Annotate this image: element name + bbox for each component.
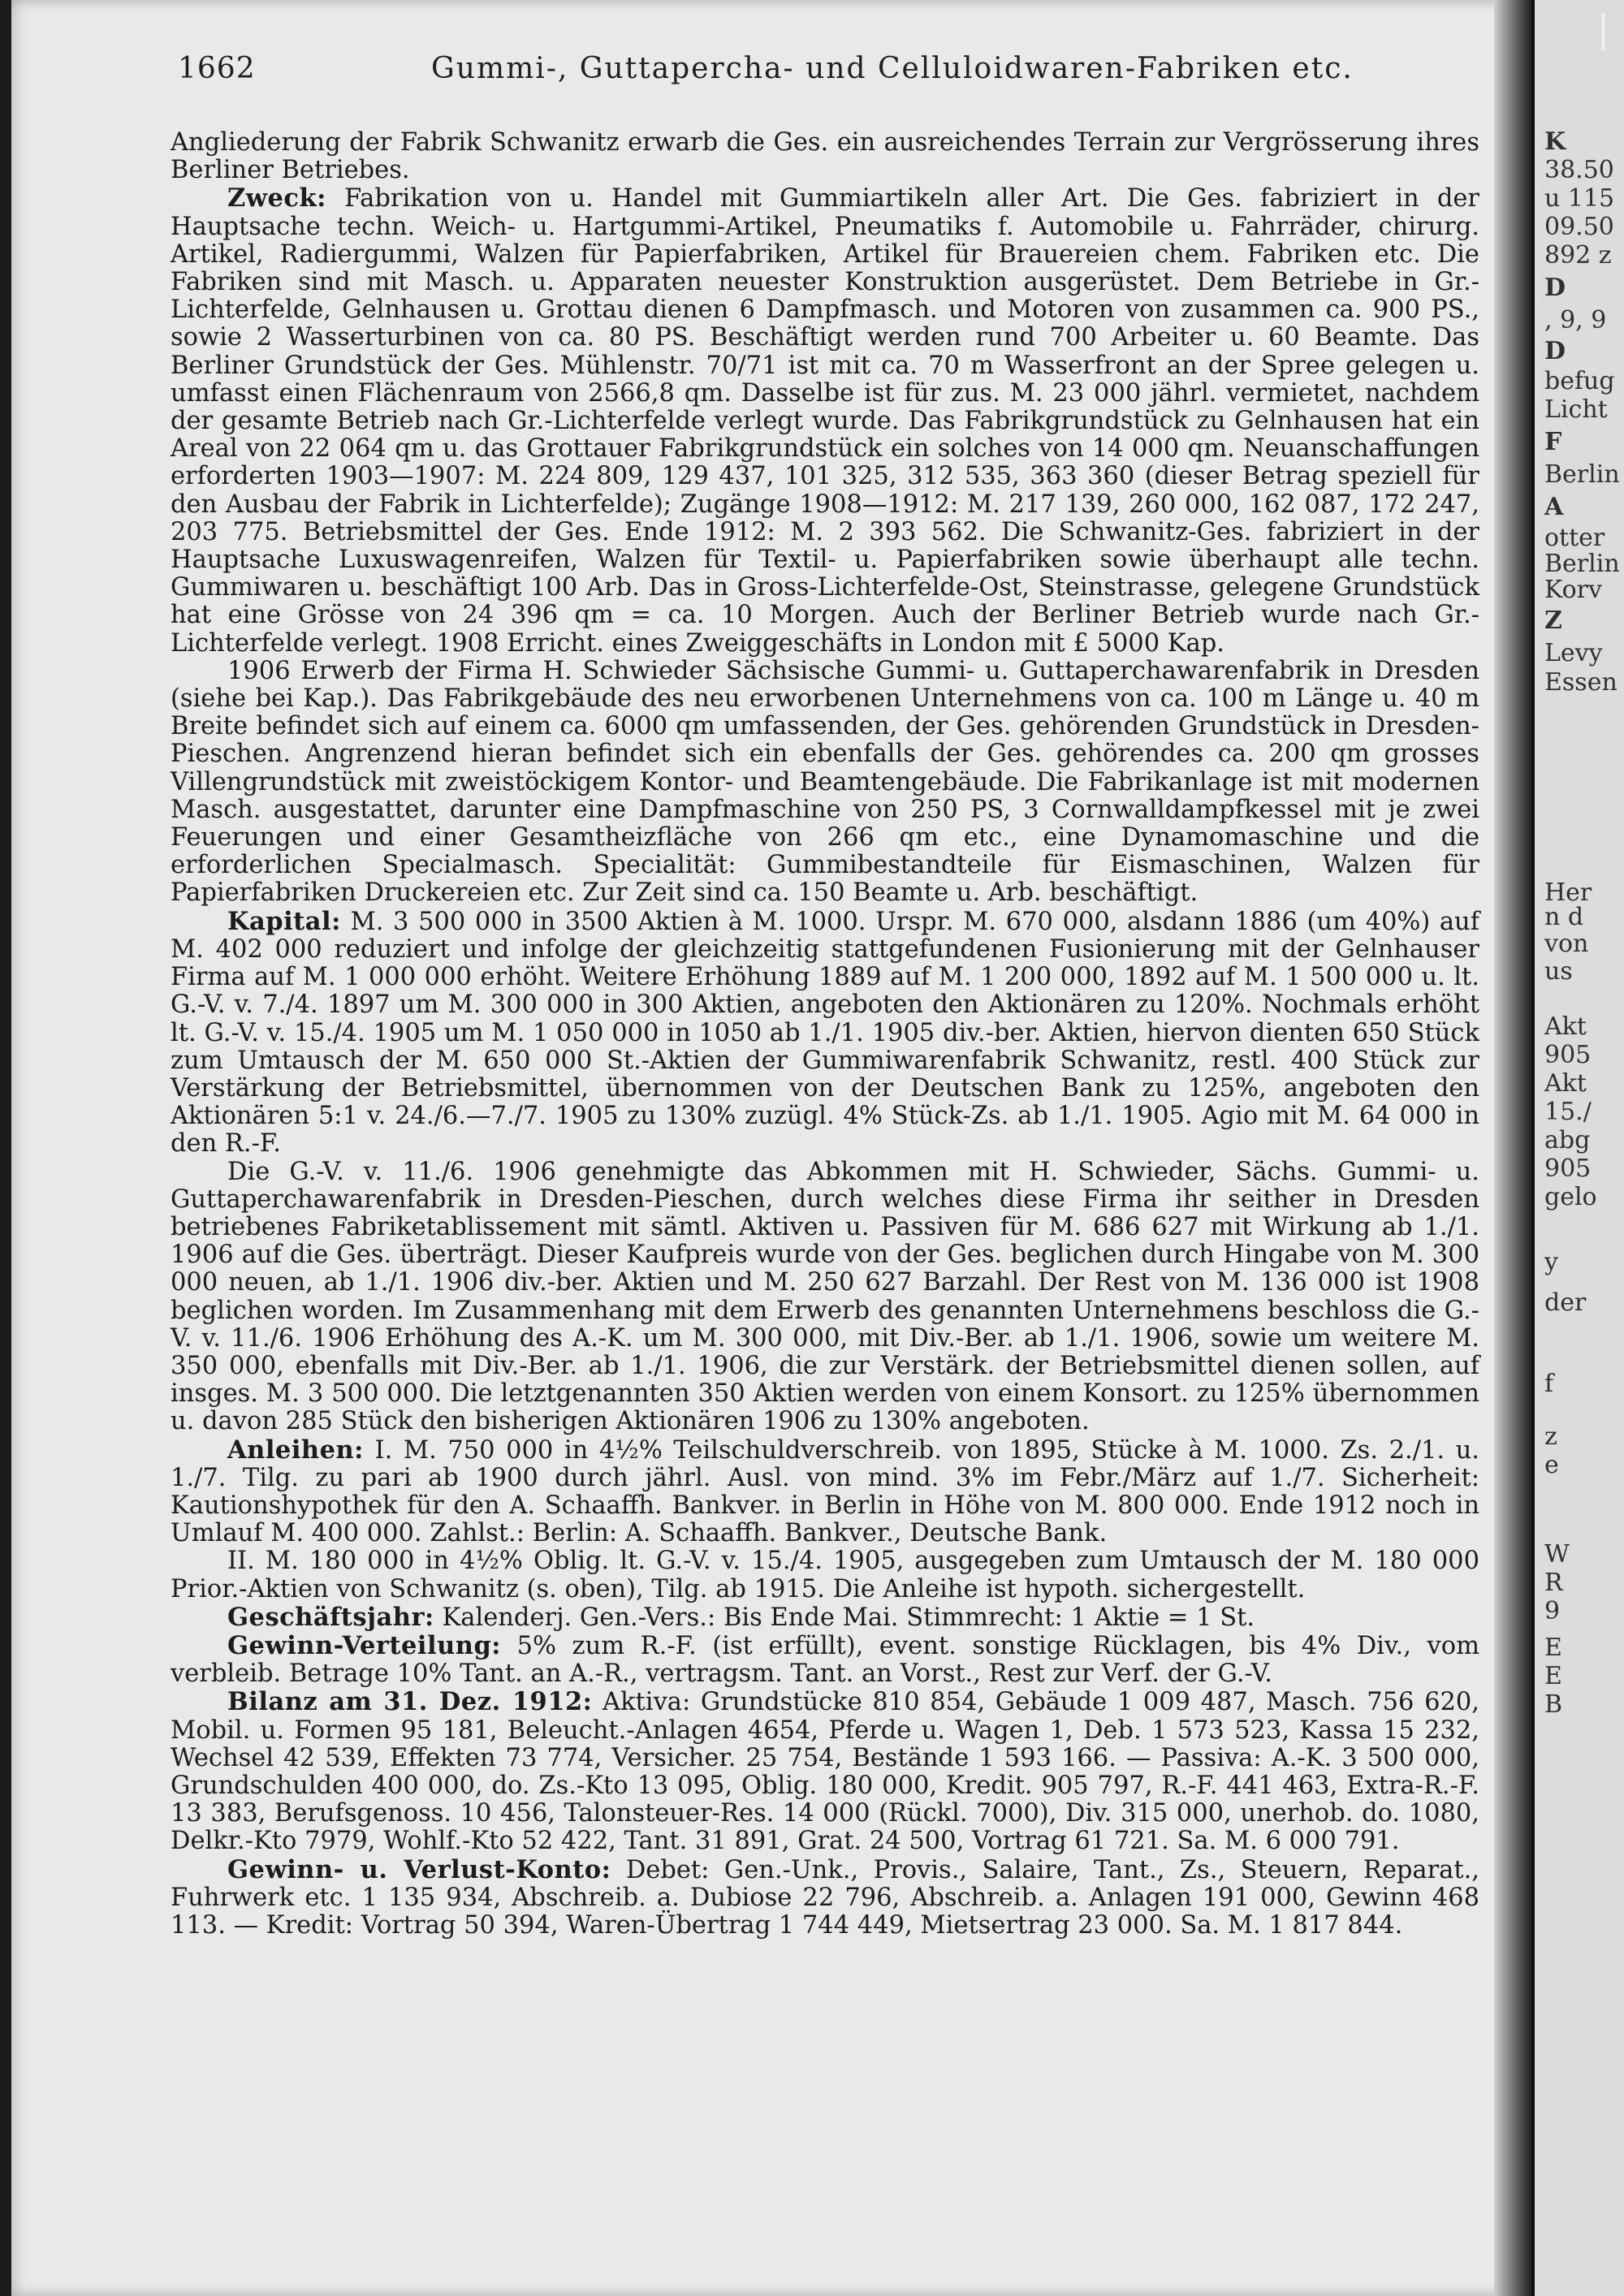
section-heading: Anleihen: bbox=[227, 1435, 364, 1465]
facing-page-fragment: Essen bbox=[1544, 668, 1618, 697]
paragraph bbox=[171, 1547, 1479, 1603]
facing-page-fragment: , 9, 9 bbox=[1544, 306, 1607, 334]
running-title: Gummi-, Guttapercha- und Celluloidwaren-Fabriken etc. bbox=[431, 52, 1354, 85]
facing-page-fragment: D bbox=[1544, 274, 1566, 302]
binding-mark: ❘ bbox=[1587, 6, 1619, 50]
facing-page-fragment: u 115 bbox=[1544, 184, 1615, 213]
facing-page-fragment: W bbox=[1544, 1540, 1570, 1569]
paragraph-text: 1906 Erwerb der Firma H. Schwieder Sächsische Gummi- u. Guttaperchawarenfabrik in Dresden (siehe bei Kap.). Das Fabrikgebäude des neu erworbenen Unternehmens von ca. 100 m Länge u. 40 m Breite befindet sich auf einem ca. 6000 qm umfassenden, der Ges. gehörenden Grundstück in Dresden-Pieschen. Angrenzend hieran befindet sich ein ebenfalls der Ges. gehörendes ca. 200 qm grosses Villengrundstück mit zweistöckigem Kontor- und Beamtengebäude. Die Fabrikanlage ist mit modernen Masch. ausgestattet, darunter eine Dampfmaschine von 250 PS, 3 Cornwalldampfkessel mit je zwei Feuerungen und einer Gesamtheizfläche von 266 qm etc., eine Dynamomaschine und die erforderlichen Specialmasch. Specialität: Gummibestandteile für Eismaschinen, Walzen für Papierfabriken Druckereien etc. Zur Zeit sind ca. 150 Beamte u. Arb. beschäftigt. bbox=[171, 656, 1479, 908]
facing-page-fragment: gelo bbox=[1544, 1183, 1597, 1211]
facing-page-fragment: Akt bbox=[1544, 1069, 1587, 1098]
section-heading: Gewinn-Verteilung: bbox=[227, 1630, 502, 1660]
paragraph bbox=[171, 184, 1479, 657]
facing-page-fragment: 09.50 bbox=[1544, 213, 1614, 241]
facing-page-fragment: Z bbox=[1544, 606, 1562, 635]
facing-page-fragment: 38.50 bbox=[1544, 156, 1614, 184]
facing-page-fragment: e bbox=[1544, 1451, 1559, 1479]
section-heading: Gewinn- u. Verlust-Konto: bbox=[227, 1854, 611, 1884]
facing-page-fragment: Berlin bbox=[1544, 460, 1620, 489]
facing-page-fragment: n d bbox=[1544, 903, 1584, 931]
facing-page-fragment: F bbox=[1544, 428, 1562, 456]
facing-page-fragment: y bbox=[1544, 1248, 1558, 1276]
facing-page-fragment: B bbox=[1544, 1690, 1563, 1719]
facing-page-fragment: 905 bbox=[1544, 1041, 1592, 1069]
paragraph-text: Debet: Gen.-Unk., Provis., Salaire, Tant., Zs., Steuern, Reparat., Fuhrwerk etc. 1 135 934, Abschreib. a. Dubiose 22 796, Abschreib. a. Anlagen 191 000, Gewinn 468 113. — Kredit: Vortrag 50 394, Waren-Übertrag 1 744 449, Mietsertrag 23 000. Sa. M. 1 817 844. bbox=[171, 1855, 1479, 1940]
section-heading: Bilanz am 31. Dez. 1912: bbox=[227, 1687, 593, 1717]
facing-page-fragment: E bbox=[1544, 1634, 1562, 1662]
facing-page-fragment: 9 bbox=[1544, 1597, 1561, 1625]
running-head bbox=[178, 52, 1501, 93]
section-heading: Geschäftsjahr: bbox=[227, 1602, 434, 1632]
paragraph bbox=[171, 129, 1479, 184]
facing-page-fragment: otter bbox=[1544, 524, 1605, 552]
page-number: 1662 bbox=[178, 52, 256, 85]
facing-page-fragment: Licht bbox=[1544, 395, 1608, 424]
paragraph-text: Aktiva: Grundstücke 810 854, Gebäude 1 009 487, Masch. 756 620, Mobil. u. Formen 95 181, Beleucht.-Anlagen 4654, Pferde u. Wagen 1, Deb. 1 573 523, Kassa 15 232, Wechsel 42 539, Effekten 73 774, Versicher. 25 754, Bestände 1 593 166. — Passiva: A.-K. 3 500 000, Grundschulden 400 000, do. Zs.-Kto 13 095, Oblig. 180 000, Kredit. 905 797, R.-F. 441 463, Extra-R.-F. 13 383, Berufsgenoss. 10 456, Talonsteuer-Res. 14 000 (Rückl. 7000), Div. 315 000, unerhob. do. 1080, Delkr.-Kto 7979, Wohlf.-Kto 52 422, Tant. 31 891, Grat. 24 500, Vortrag 61 721. Sa. M. 6 000 791. bbox=[171, 1688, 1479, 1856]
facing-page-fragment: der bbox=[1544, 1288, 1587, 1317]
facing-page-fragment: f bbox=[1544, 1370, 1554, 1398]
paragraph bbox=[171, 908, 1479, 1159]
facing-page-fragment: Korv bbox=[1544, 576, 1602, 604]
facing-page-fragment: A bbox=[1544, 493, 1564, 521]
section-heading: Kapital: bbox=[227, 906, 341, 936]
facing-page-fragment: Levy bbox=[1544, 639, 1603, 667]
adjacent-page-edge bbox=[1531, 0, 1624, 2296]
paragraph bbox=[171, 1856, 1479, 1940]
facing-page-fragment: z bbox=[1544, 1422, 1557, 1451]
paragraph bbox=[171, 658, 1479, 908]
facing-page-fragment: R bbox=[1544, 1569, 1563, 1597]
paragraph bbox=[171, 1632, 1479, 1688]
facing-page-fragment: abg bbox=[1544, 1126, 1591, 1154]
facing-page-fragment: E bbox=[1544, 1662, 1562, 1690]
facing-page-fragment: 15./ bbox=[1544, 1098, 1592, 1126]
paragraph-text: Kalenderj. Gen.-Vers.: Bis Ende Mai. Stimmrecht: 1 Aktie = 1 St. bbox=[442, 1603, 1255, 1632]
facing-page-fragment: Her bbox=[1544, 878, 1592, 907]
paragraph-text: Angliederung der Fabrik Schwanitz erwarb die Ges. ein ausreichendes Terrain zur Vergrösserung ihres Berliner Betriebes. bbox=[171, 128, 1479, 185]
facing-page-fragment: 892 z bbox=[1544, 241, 1612, 270]
paragraph bbox=[171, 1159, 1479, 1436]
facing-page-fragment: us bbox=[1544, 957, 1573, 986]
book-page bbox=[11, 0, 1542, 2296]
facing-page-fragment: D bbox=[1544, 337, 1566, 365]
paragraph-text: I. M. 750 000 in 4½% Teilschuldverschreib. von 1895, Stücke à M. 1000. Zs. 2./1. u. 1./7. Tilg. zu pari ab 1900 durch jährl. Ausl. von mind. 3% im Febr./März auf 1./7. Sicherheit: Kautionshypothek für den A. Schaaffh. Bankver. in Berlin in Höhe von M. 800 000. Ende 1912 noch in Umlauf M. 400 000. Zahlst.: Berlin: A. Schaaffh. Bankver., Deutsche Bank. bbox=[171, 1435, 1479, 1548]
article-body bbox=[171, 129, 1479, 1940]
paragraph-text: II. M. 180 000 in 4½% Oblig. lt. G.-V. v. 15./4. 1905, ausgegeben zum Umtausch der M. 180 000 Prior.-Aktien von Schwanitz (s. oben), Tilg. ab 1915. Die Anleihe ist hypoth. sichergestellt. bbox=[171, 1547, 1479, 1603]
paragraph-text: M. 3 500 000 in 3500 Aktien à M. 1000. Urspr. M. 670 000, alsdann 1886 (um 40%) auf M. 402 000 reduziert und infolge der gleichzeitig stattgefundenen Fusionierung mit der Gelnhauser Firma auf M. 1 000 000 erhöht. Weitere Erhöhung 1889 auf M. 1 200 000, 1892 auf M. 1 500 000 u. lt. G.-V. v. 7./4. 1897 um M. 300 000 in 300 Aktien, angeboten den Aktionären zu 120%. Nochmals erhöht lt. G.-V. v. 15./4. 1905 um M. 1 050 000 in 1050 ab 1./1. 1905 div.-ber. Aktien, hiervon dienten 650 Stück zum Umtausch der M. 650 000 St.-Aktien der Gummiwarenfabrik Schwanitz, restl. 400 Stück zur Verstärkung der Betriebsmittel, übernommen von der Deutschen Bank zu 125%, angeboten den Aktionären 5:1 v. 24./6.—7./7. 1905 zu 130% zuzügl. 4% Stück-Zs. ab 1./1. 1905. Agio mit M. 64 000 in den R.-F. bbox=[171, 907, 1479, 1159]
section-heading: Zweck: bbox=[227, 183, 326, 214]
facing-page-fragment: K bbox=[1544, 127, 1566, 156]
facing-page-fragment: Akt bbox=[1544, 1012, 1587, 1041]
paragraph-text: 5% zum R.-F. (ist erfüllt), event. sonstige Rücklagen, bis 4% Div., vom verbleib. Betrage 10% Tant. an A.-R., vertragsm. Tant. an Vorst., Rest zur Verf. der G.-V. bbox=[171, 1631, 1479, 1689]
paragraph-text: Fabrikation von u. Handel mit Gummiartikeln aller Art. Die Ges. fabriziert in der Hauptsache techn. Weich- u. Hartgummi-Artikel, Pneumatiks f. Automobile u. Fahrräder, chirurg. Artikel, Radiergummi, Walzen für Papierfabriken, Artikel für Brauereien chem. Fabriken etc. Die Fabriken sind mit Masch. u. Apparaten neuester Konstruktion ausgerüstet. Dem Betriebe in Gr.-Lichterfelde, Gelnhausen u. Grottau dienen 6 Dampfmasch. und Motoren von zusammen ca. 900 PS., sowie 2 Wasserturbinen von ca. 80 PS. Beschäftigt werden rund 700 Arbeiter u. 60 Beamte. Das Berliner Grundstück der Ges. Mühlenstr. 70/71 ist mit ca. 70 m Wasserfront an der Spree gelegen u. umfasst einen Flächenraum von 2566,8 qm. Dasselbe ist für zus. M. 23 000 jährl. vermietet, nachdem der gesamte Betrieb nach Gr.-Lichterfelde verlegt wurde. Das Fabrikgrundstück zu Gelnhausen hat ein Areal von 22 064 qm u. das Grottauer Fabrikgrundstück ein solches von 14 000 qm. Neuanschaffungen erforderten 1903—1907: M. 224 809, 129 437, 101 325, 312 535, 363 360 (dieser Betrag speziell für den Ausbau der Fabrik in Lichterfelde); Zugänge 1908—1912: M. 217 139, 260 000, 162 087, 172 247, 203 775. Betriebsmittel der Ges. Ende 1912: M. 2 393 562. Die Schwanitz-Ges. fabriziert in der Hauptsache Luxuswagenreifen, Walzen für Textil- u. Papierfabriken sowie überhaupt alle techn. Gummiwaren u. beschäftigt 100 Arb. Das in Gross-Lichterfelde-Ost, Steinstrasse, gelegene Grundstück hat eine Grösse von 24 396 qm = ca. 10 Morgen. Auch der Berliner Betrieb wurde nach Gr.-Lichterfelde verlegt. 1908 Erricht. eines Zweiggeschäfts in London mit £ 5000 Kap. bbox=[171, 184, 1479, 658]
paragraph bbox=[171, 1603, 1479, 1632]
paragraph bbox=[171, 1436, 1479, 1548]
facing-page-fragment: von bbox=[1544, 930, 1589, 958]
facing-page-fragment: befug bbox=[1544, 367, 1615, 395]
facing-page-fragment: Berlin bbox=[1544, 550, 1620, 578]
paragraph-text: Die G.-V. v. 11./6. 1906 genehmigte das Abkommen mit H. Schwieder, Sächs. Gummi- u. Guttaperchawarenfabrik in Dresden-Pieschen, durch welches diese Firma ihr seither in Dresden betriebenes Fabriketablissement mit sämtl. Aktiven u. Passiven für M. 686 627 mit Wirkung ab 1./1. 1906 auf die Ges. überträgt. Dieser Kaufpreis wurde von der Ges. beglichen durch Hingabe von M. 300 000 neuen, ab 1./1. 1906 div.-ber. Aktien und M. 250 627 Barzahl. Der Rest von M. 136 000 ist 1908 beglichen worden. Im Zusammenhang mit dem Erwerb des genannten Unternehmens beschloss die G.-V. v. 11./6. 1906 Erhöhung des A.-K. um M. 300 000, mit Div.-Ber. ab 1./1. 1906, sowie um weitere M. 350 000, ebenfalls mit Div.-Ber. ab 1./1. 1906, die zur Verstärk. der Betriebsmittel dienen sollen, auf insges. M. 3 500 000. Die letztgenannten 350 Aktien werden von einem Konsort. zu 125% übernommen u. davon 285 Stück den bisherigen Aktionären 1906 zu 130% angeboten. bbox=[171, 1157, 1479, 1436]
facing-page-fragment: 905 bbox=[1544, 1154, 1592, 1183]
paragraph bbox=[171, 1688, 1479, 1855]
book-gutter bbox=[1494, 0, 1531, 2296]
